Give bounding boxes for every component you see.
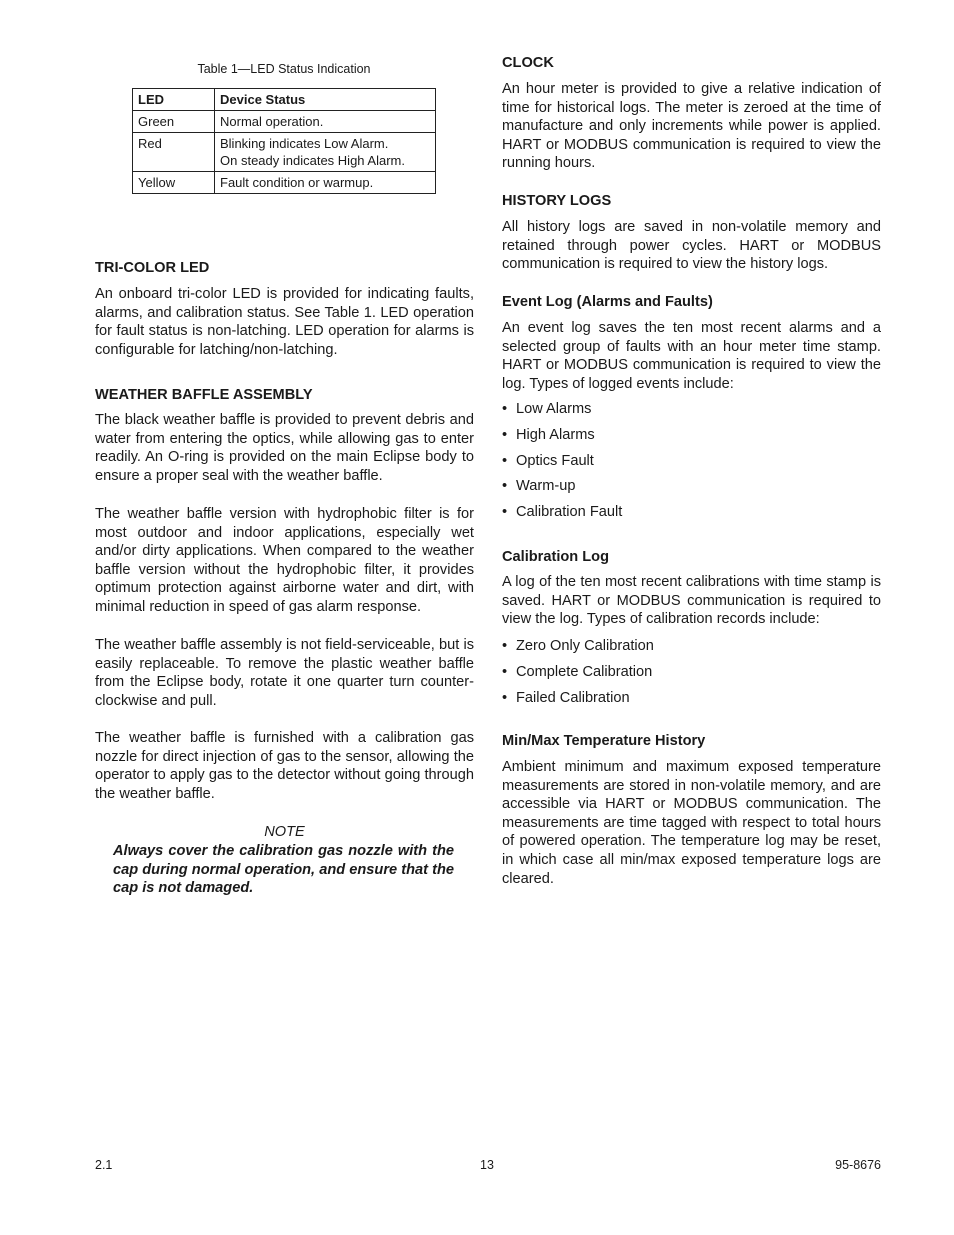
list-item: • Failed Calibration xyxy=(502,689,630,706)
paragraph-tricolor-led: An onboard tri-color LED is provided for indicating faults, alarms, and calibration status. See Table 1. LED operation for fault status is non-latching. LED operation for alarms is configurable for latching/non-latching. xyxy=(95,286,474,358)
list-item: • Calibration Fault xyxy=(502,504,623,521)
note-title: NOTE xyxy=(264,824,305,840)
table-caption: Table 1—LED Status Indication xyxy=(197,62,371,76)
status-line: Fault condition or warmup. xyxy=(220,175,374,190)
table-cell-status xyxy=(215,111,436,133)
footer-document-number: 95-8676 xyxy=(835,1158,881,1172)
paragraph-calibration-log: A log of the ten most recent calibrations with time stamp is saved. HART or MODBUS communication is required to view the log. Types of calibration records include: xyxy=(502,574,881,628)
paragraph-minmax-temperature: Ambient minimum and maximum exposed temperature measurements are stored in non-volatile memory, and are accessible via HART or MODBUS communication. The measurements are time tagged with respect to total hours of powered operation. The temperature log may be reset, in which case all min/max exposed temperature logs are cleared. xyxy=(502,759,881,887)
section-title-clock: CLOCK xyxy=(502,55,554,71)
status-line: Normal operation. xyxy=(220,114,324,129)
status-line: Blinking indicates Low Alarm. xyxy=(220,136,389,151)
footer-revision: 2.1 xyxy=(95,1158,113,1172)
section-title-tricolor-led: TRI-COLOR LED xyxy=(95,260,210,276)
section-title-calibration-log: Calibration Log xyxy=(502,549,610,565)
table-header-row xyxy=(133,89,436,111)
led-status-table xyxy=(132,88,436,194)
list-item: • Optics Fault xyxy=(502,452,594,469)
table-cell-led: Green xyxy=(133,111,215,133)
list-item: • Low Alarms xyxy=(502,401,592,417)
section-title-minmax-temperature: Min/Max Temperature History xyxy=(502,733,706,749)
paragraph-baffle-2: The weather baffle version with hydrophobic filter is for most outdoor and indoor applications, especially wet and/or dirty applications. When compared to the weather baffle version without the hydrophobic filter, it provides optimum protection against airborne water and dirt, with minimal reduction in speed of gas alarm response. xyxy=(95,506,474,615)
paragraph-baffle-3: The weather baffle assembly is not field-serviceable, but is easily replaceable. To remove the plastic weather baffle from the Eclipse body, rotate it one quarter turn counter-clockwise and pull. xyxy=(95,637,474,709)
table-cell-led: Red xyxy=(133,133,215,172)
paragraph-baffle-4: The weather baffle is furnished with a calibration gas nozzle for direct injection of gas to the sensor, allowing the operator to apply gas to the detector without going through the weather baffle. xyxy=(95,730,474,802)
table-cell-led: Yellow xyxy=(133,172,215,194)
event-log-list xyxy=(502,400,881,529)
table-cell-status xyxy=(215,172,436,194)
paragraph-history-logs: All history logs are saved in non-volatile memory and retained through power cycles. HART or MODBUS communication is required to view the history logs. xyxy=(502,219,881,273)
table-row xyxy=(133,172,436,194)
section-title-event-log: Event Log (Alarms and Faults) xyxy=(502,294,713,310)
paragraph-event-log: An event log saves the ten most recent alarms and a selected group of faults with an hour meter time stamp. HART or MODBUS communication is required to view the log. Types of logged events include: xyxy=(502,320,881,392)
calibration-log-list xyxy=(502,637,881,714)
table-row xyxy=(133,133,436,172)
footer-page-number: 13 xyxy=(480,1158,494,1172)
paragraph-baffle-1: The black weather baffle is provided to prevent debris and water from entering the optics, while allowing gas to enter readily. An O-ring is provided on the main Eclipse body to ensure a proper seal with the weather baffle. xyxy=(95,412,474,484)
note-text: Always cover the calibration gas nozzle with the cap during normal operation, and ensure that the cap is not damaged. xyxy=(113,843,454,897)
paragraph-clock: An hour meter is provided to give a relative indication of time for historical logs. The meter is zeroed at the time of manufacture and only increments while power is applied. HART or MODBUS communication is required to view the running hours. xyxy=(502,81,881,172)
table-header-led: LED xyxy=(133,89,215,111)
list-item: • Warm-up xyxy=(502,478,576,495)
table-row xyxy=(133,111,436,133)
list-item: • Zero Only Calibration xyxy=(502,638,654,654)
table-cell-status xyxy=(215,133,436,172)
section-title-weather-baffle: WEATHER BAFFLE ASSEMBLY xyxy=(95,387,313,403)
section-title-history-logs: HISTORY LOGS xyxy=(502,193,612,209)
status-line: On steady indicates High Alarm. xyxy=(220,153,405,168)
list-item: • Complete Calibration xyxy=(502,663,653,680)
table-header-device-status: Device Status xyxy=(215,89,436,111)
list-item: • High Alarms xyxy=(502,426,595,443)
